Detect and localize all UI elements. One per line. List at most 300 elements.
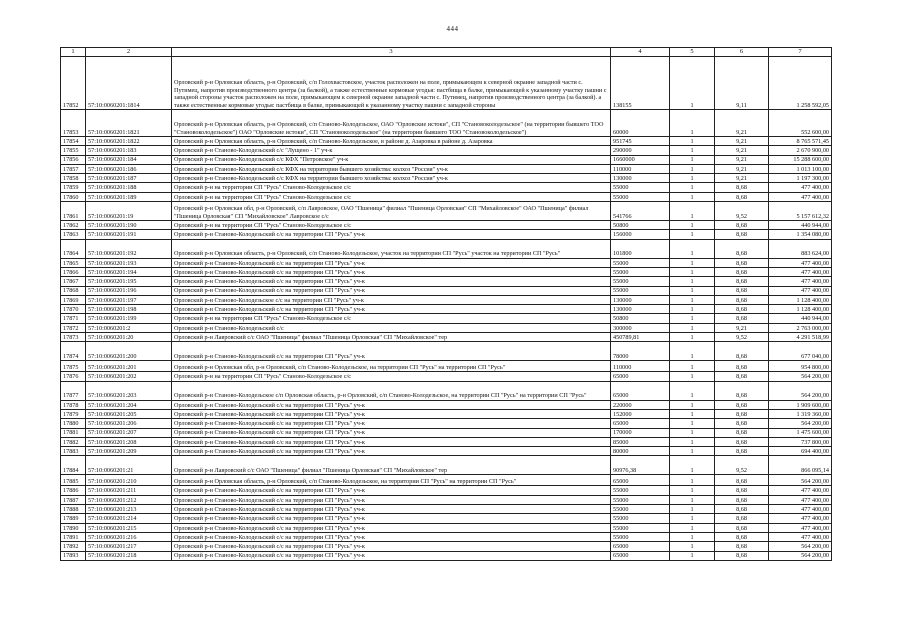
table-row — [61, 221, 832, 230]
cadastral-value-cell: 564 200,00 — [769, 419, 832, 428]
area-cell: 951745 — [611, 137, 670, 146]
rate-cell: 8,68 — [715, 372, 769, 381]
cadastral-value-cell: 883 624,00 — [769, 239, 832, 258]
location-description-cell: Орловский р-н Станово-Колодезьский с/с на территории СП "Русь" уч-к — [172, 409, 611, 418]
cadastral-value-cell: 564 200,00 — [769, 542, 832, 551]
cadastral-value-cell: 477 400,00 — [769, 514, 832, 523]
rate-cell: 8,68 — [715, 192, 769, 201]
table-row — [61, 258, 832, 267]
count-cell: 1 — [670, 495, 715, 504]
table-row — [61, 57, 832, 110]
location-description-cell: Орловский р-н Станово-Колодезьский с/с на территории СП "Русь" уч-к — [172, 267, 611, 276]
cadastral-value-cell: 954 800,00 — [769, 361, 832, 372]
cadastral-number-cell: 57:10:0060201:21 — [86, 456, 172, 475]
rate-cell: 8,68 — [715, 267, 769, 276]
location-description-cell: Орловский р-н Станово-Колодезьский с/с — [172, 323, 611, 332]
cadastral-value-cell: 1 319 360,00 — [769, 409, 832, 418]
row-number-cell: 17862 — [61, 221, 86, 230]
count-cell: 1 — [670, 174, 715, 183]
cadastral-number-cell: 57:10:0060201:197 — [86, 295, 172, 304]
rate-cell: 8,68 — [715, 532, 769, 541]
area-cell: 55000 — [611, 514, 670, 523]
location-description-cell: Орловский р-н Орловская обл, р-н Орловский, с/п Станово-Колодезьское, на территории СП "Русь" на территории СП "Русь" — [172, 361, 611, 372]
location-description-cell: Орловский р-н Станово-Колодезьский с/с на территории СП "Русь" уч-к — [172, 286, 611, 295]
area-cell: 130000 — [611, 295, 670, 304]
page-number: 444 — [446, 25, 459, 33]
table-row — [61, 239, 832, 258]
row-number-cell: 17881 — [61, 428, 86, 437]
count-cell: 1 — [670, 419, 715, 428]
rate-cell: 8,68 — [715, 475, 769, 486]
rate-cell: 8,68 — [715, 400, 769, 409]
cadastral-value-cell: 477 400,00 — [769, 183, 832, 192]
table-row — [61, 333, 832, 342]
count-cell: 1 — [670, 221, 715, 230]
rate-cell: 9,21 — [715, 146, 769, 155]
cadastral-number-cell: 57:10:0060201:214 — [86, 514, 172, 523]
location-description-cell: Орловский р-н Орловская область, р-н Орловский, с/п Голохвастовское, участок расположен на поле, примыкающем к северной окраине западной части с. Путимец, напротив производственного центра (за балкой), а также естественные кормовые угодья: пастбища в балке, примыкающей к указанному участку пашни с западной стороны участок расположен на поле, примыкающем к северной окраине западной части с. Путимец, напротив производственного центра (за балкой). а также естественные кормовые угодья: пастбища в балке, примыкающей к указанному участку пашни с западной стороны — [172, 57, 611, 110]
cadastral-number-cell: 57:10:0060201:2 — [86, 323, 172, 332]
cadastral-number-cell: 57:10:0060201:190 — [86, 221, 172, 230]
location-description-cell: Орловский р-н Лавровский с/с ОАО "Пшеница" филиал "Пшеница Орловская" СП "Михайловское" тер — [172, 333, 611, 342]
row-number-cell: 17861 — [61, 202, 86, 221]
rate-cell: 9,21 — [715, 323, 769, 332]
rate-cell: 8,68 — [715, 295, 769, 304]
row-number-cell: 17855 — [61, 146, 86, 155]
rate-cell: 8,68 — [715, 305, 769, 314]
location-description-cell: Орловский р-н Орловская область, р-н Орловский, с/п Станово-Колодезьское, на территории СП "Русь" на территории СП "Русь" — [172, 475, 611, 486]
count-cell: 1 — [670, 437, 715, 446]
location-description-cell: Орловский р-н Лавровский с/с ОАО "Пшеница" филиал "Пшеница Орловская" СП "Михайловское" тер — [172, 456, 611, 475]
table-row — [61, 314, 832, 323]
table-row — [61, 542, 832, 551]
area-cell: 55000 — [611, 532, 670, 541]
count-cell: 1 — [670, 361, 715, 372]
count-cell: 1 — [670, 239, 715, 258]
row-number-cell: 17852 — [61, 57, 86, 110]
area-cell: 65000 — [611, 381, 670, 400]
cadastral-number-cell: 57:10:0060201:196 — [86, 286, 172, 295]
table-row — [61, 514, 832, 523]
rate-cell: 8,68 — [715, 505, 769, 514]
area-cell: 65000 — [611, 372, 670, 381]
row-number-cell: 17874 — [61, 342, 86, 361]
rate-cell: 8,68 — [715, 447, 769, 456]
cadastral-number-cell: 57:10:0060201:209 — [86, 447, 172, 456]
table-row — [61, 110, 832, 137]
count-cell: 1 — [670, 428, 715, 437]
location-description-cell: Орловский р-н Станово-Колодезьский с/с на территории СП "Русь" уч-к — [172, 305, 611, 314]
count-cell: 1 — [670, 155, 715, 164]
table-row — [61, 164, 832, 173]
column-header-4: 4 — [611, 48, 670, 57]
area-cell: 300000 — [611, 323, 670, 332]
row-number-cell: 17893 — [61, 551, 86, 560]
cadastral-number-cell: 57:10:0060201:191 — [86, 230, 172, 239]
area-cell: 90976,38 — [611, 456, 670, 475]
rate-cell: 9,52 — [715, 333, 769, 342]
location-description-cell: Орловский р-н Станово-Колодезьский с/с на территории СП "Русь" уч-к — [172, 437, 611, 446]
row-number-cell: 17890 — [61, 523, 86, 532]
area-cell: 101800 — [611, 239, 670, 258]
cadastral-value-cell: 1 128 400,00 — [769, 305, 832, 314]
cadastral-number-cell: 57:10:0060201:205 — [86, 409, 172, 418]
count-cell: 1 — [670, 183, 715, 192]
cadastral-value-cell: 1 258 592,05 — [769, 57, 832, 110]
location-description-cell: Орловский р-н Станово-Колодезьский с/с КФХ "Петровское" уч-к — [172, 155, 611, 164]
area-cell: 220000 — [611, 400, 670, 409]
cadastral-number-cell: 57:10:0060201:186 — [86, 164, 172, 173]
row-number-cell: 17877 — [61, 381, 86, 400]
count-cell: 1 — [670, 532, 715, 541]
count-cell: 1 — [670, 475, 715, 486]
cadastral-number-cell: 57:10:0060201:211 — [86, 486, 172, 495]
location-description-cell: Орловский р-н Орловская область, р-н Орловский, с/п Станово-Колодезьское, участок на территории СП "Русь" участок на территории СП "Русь" — [172, 239, 611, 258]
area-cell: 55000 — [611, 192, 670, 201]
row-number-cell: 17857 — [61, 164, 86, 173]
cadastral-value-cell: 477 400,00 — [769, 267, 832, 276]
cadastral-value-cell: 8 765 571,45 — [769, 137, 832, 146]
cadastral-value-cell: 1 128 400,00 — [769, 295, 832, 304]
cadastral-value-cell: 2 763 000,00 — [769, 323, 832, 332]
cadastral-number-cell: 57:10:0060201:217 — [86, 542, 172, 551]
row-number-cell: 17867 — [61, 277, 86, 286]
area-cell: 130000 — [611, 174, 670, 183]
cadastral-number-cell: 57:10:0060201:206 — [86, 419, 172, 428]
cadastral-value-cell: 15 288 600,00 — [769, 155, 832, 164]
row-number-cell: 17856 — [61, 155, 86, 164]
rate-cell: 8,68 — [715, 183, 769, 192]
area-cell: 65000 — [611, 551, 670, 560]
column-header-1: 1 — [61, 48, 86, 57]
location-description-cell: Орловский р-н Станово-Колодезьский с/с на территории СП "Русь" уч-к — [172, 342, 611, 361]
area-cell: 450789,81 — [611, 333, 670, 342]
area-cell: 138155 — [611, 57, 670, 110]
cadastral-value-cell: 477 400,00 — [769, 532, 832, 541]
rate-cell: 8,68 — [715, 286, 769, 295]
cadastral-value-cell: 477 400,00 — [769, 505, 832, 514]
column-header-6: 6 — [715, 48, 769, 57]
cadastral-value-cell: 477 400,00 — [769, 258, 832, 267]
area-cell: 55000 — [611, 267, 670, 276]
location-description-cell: Орловский р-н Станово-Колодезьский с/с на территории СП "Русь" уч-к — [172, 523, 611, 532]
rate-cell: 9,21 — [715, 155, 769, 164]
count-cell: 1 — [670, 505, 715, 514]
count-cell: 1 — [670, 295, 715, 304]
cadastral-number-cell: 57:10:0060201:201 — [86, 361, 172, 372]
cadastral-number-cell: 57:10:0060201:19 — [86, 202, 172, 221]
rate-cell: 9,21 — [715, 164, 769, 173]
row-number-cell: 17858 — [61, 174, 86, 183]
rate-cell: 8,68 — [715, 342, 769, 361]
cadastral-value-cell: 5 157 612,32 — [769, 202, 832, 221]
rate-cell: 8,68 — [715, 409, 769, 418]
count-cell: 1 — [670, 400, 715, 409]
cadastral-number-cell: 57:10:0060201:188 — [86, 183, 172, 192]
cadastral-number-cell: 57:10:0060201:195 — [86, 277, 172, 286]
cadastral-value-cell: 477 400,00 — [769, 523, 832, 532]
rate-cell: 8,68 — [715, 314, 769, 323]
area-cell: 55000 — [611, 495, 670, 504]
cadastral-number-cell: 57:10:0060201:202 — [86, 372, 172, 381]
rate-cell: 9,52 — [715, 456, 769, 475]
location-description-cell: Орловский р-н Станово-Колодезьский с/с КФХ на территории бывшего хозяйства: колхоз "Россия" уч-к — [172, 164, 611, 173]
row-number-cell: 17859 — [61, 183, 86, 192]
rate-cell: 8,68 — [715, 542, 769, 551]
table-row — [61, 137, 832, 146]
location-description-cell: Орловский р-н на территории СП "Русь" Станово-Колодезьское с/с — [172, 192, 611, 201]
table-row — [61, 437, 832, 446]
count-cell: 1 — [670, 486, 715, 495]
count-cell: 1 — [670, 542, 715, 551]
location-description-cell: Орловский р-н Станово-Колодезьский с/с "Лущено - 1" уч-к — [172, 146, 611, 155]
area-cell: 60000 — [611, 110, 670, 137]
count-cell: 1 — [670, 342, 715, 361]
cadastral-number-cell: 57:10:0060201:187 — [86, 174, 172, 183]
cadastral-number-cell: 57:10:0060201:1821 — [86, 110, 172, 137]
cadastral-number-cell: 57:10:0060201:213 — [86, 505, 172, 514]
rate-cell: 8,68 — [715, 428, 769, 437]
count-cell: 1 — [670, 110, 715, 137]
row-number-cell: 17879 — [61, 409, 86, 418]
row-number-cell: 17853 — [61, 110, 86, 137]
area-cell: 55000 — [611, 505, 670, 514]
table-row — [61, 361, 832, 372]
area-cell: 55000 — [611, 258, 670, 267]
cadastral-number-cell: 57:10:0060201:210 — [86, 475, 172, 486]
location-description-cell: Орловский р-н Станово-Колодезьский с/с на территории СП "Русь" уч-к — [172, 428, 611, 437]
row-number-cell: 17886 — [61, 486, 86, 495]
count-cell: 1 — [670, 267, 715, 276]
row-number-cell: 17882 — [61, 437, 86, 446]
area-cell: 541766 — [611, 202, 670, 221]
area-cell: 110000 — [611, 361, 670, 372]
cadastral-value-cell: 564 200,00 — [769, 381, 832, 400]
cadastral-value-cell: 552 600,00 — [769, 110, 832, 137]
row-number-cell: 17878 — [61, 400, 86, 409]
location-description-cell: Орловский р-н Орловская область, р-н Орловский, с/п Станово-Колодезьское, в районе д. Азаровка в районе д. Азаровка — [172, 137, 611, 146]
rate-cell: 9,21 — [715, 174, 769, 183]
table-row — [61, 409, 832, 418]
cadastral-number-cell: 57:10:0060201:193 — [86, 258, 172, 267]
location-description-cell: Орловский р-н на территории СП "Русь" Станово-Колодезьское с/с — [172, 314, 611, 323]
cadastral-value-cell: 694 400,00 — [769, 447, 832, 456]
cadastral-number-cell: 57:10:0060201:198 — [86, 305, 172, 314]
count-cell: 1 — [670, 409, 715, 418]
location-description-cell: Орловский р-н Станово-Колодезьский с/с на территории СП "Русь" уч-к — [172, 551, 611, 560]
cadastral-value-cell: 477 400,00 — [769, 277, 832, 286]
cadastral-value-cell: 4 291 518,99 — [769, 333, 832, 342]
table-row — [61, 428, 832, 437]
table-row — [61, 447, 832, 456]
cadastral-number-cell: 57:10:0060201:212 — [86, 495, 172, 504]
column-header-5: 5 — [670, 48, 715, 57]
table-row — [61, 419, 832, 428]
count-cell: 1 — [670, 164, 715, 173]
count-cell: 1 — [670, 277, 715, 286]
rate-cell: 8,68 — [715, 419, 769, 428]
cadastral-number-cell: 57:10:0060201:184 — [86, 155, 172, 164]
row-number-cell: 17883 — [61, 447, 86, 456]
table-row — [61, 174, 832, 183]
row-number-cell: 17876 — [61, 372, 86, 381]
cadastral-number-cell: 57:10:0060201:208 — [86, 437, 172, 446]
rate-cell: 8,68 — [715, 495, 769, 504]
location-description-cell: Орловский р-н Станово-Колодезьский с/с на территории СП "Русь" уч-к — [172, 514, 611, 523]
row-number-cell: 17863 — [61, 230, 86, 239]
cadastral-value-cell: 737 800,00 — [769, 437, 832, 446]
location-description-cell: Орловский р-н Станово-Колодезьский с/с на территории СП "Русь" уч-к — [172, 495, 611, 504]
count-cell: 1 — [670, 202, 715, 221]
cadastral-value-cell: 564 200,00 — [769, 372, 832, 381]
rate-cell: 8,68 — [715, 239, 769, 258]
table-row — [61, 456, 832, 475]
table-row — [61, 146, 832, 155]
location-description-cell: Орловский р-н на территории СП "Русь" Станово-Колодезьское с/с — [172, 372, 611, 381]
location-description-cell: Орловский р-н Станово-Колодезьский с/с на территории СП "Русь" уч-к — [172, 419, 611, 428]
area-cell: 290000 — [611, 146, 670, 155]
land-registry-table — [60, 47, 832, 561]
count-cell: 1 — [670, 372, 715, 381]
area-cell: 130000 — [611, 305, 670, 314]
row-number-cell: 17860 — [61, 192, 86, 201]
row-number-cell: 17866 — [61, 267, 86, 276]
table-row — [61, 495, 832, 504]
area-cell: 65000 — [611, 542, 670, 551]
location-description-cell: Орловский р-н Станово-Колодезьский с/с на территории СП "Русь" уч-к — [172, 542, 611, 551]
table-row — [61, 277, 832, 286]
area-cell: 55000 — [611, 183, 670, 192]
location-description-cell: Орловский р-н Станово-Колодезьское с/п Орловская область, р-н Орловский, с/п Станово-Колодезьское, на территории СП "Русь" на территории СП "Русь" — [172, 381, 611, 400]
cadastral-number-cell: 57:10:0060201:183 — [86, 146, 172, 155]
count-cell: 1 — [670, 314, 715, 323]
table-row — [61, 523, 832, 532]
count-cell: 1 — [670, 447, 715, 456]
cadastral-number-cell: 57:10:0060201:218 — [86, 551, 172, 560]
cadastral-number-cell: 57:10:0060201:200 — [86, 342, 172, 361]
location-description-cell: Орловский р-н Станово-Колодезьский с/с на территории СП "Русь" уч-к — [172, 400, 611, 409]
location-description-cell: Орловский р-н Станово-Колодезьский с/с КФХ на территории бывшего хозяйства: колхоз "Россия" уч-к — [172, 174, 611, 183]
table-row — [61, 305, 832, 314]
count-cell: 1 — [670, 514, 715, 523]
row-number-cell: 17864 — [61, 239, 86, 258]
area-cell: 55000 — [611, 277, 670, 286]
cadastral-value-cell: 1 475 600,00 — [769, 428, 832, 437]
cadastral-value-cell: 1 197 300,00 — [769, 174, 832, 183]
cadastral-number-cell: 57:10:0060201:1822 — [86, 137, 172, 146]
table-row — [61, 342, 832, 361]
row-number-cell: 17865 — [61, 258, 86, 267]
count-cell: 1 — [670, 456, 715, 475]
row-number-cell: 17892 — [61, 542, 86, 551]
area-cell: 78000 — [611, 342, 670, 361]
location-description-cell: Орловский р-н Станово-Колодезьский с/с на территории СП "Русь" уч-к — [172, 486, 611, 495]
location-description-cell: Орловский р-н Станово-Колодезьский с/с на территории СП "Русь" уч-к — [172, 505, 611, 514]
rate-cell: 8,68 — [715, 361, 769, 372]
cadastral-value-cell: 440 944,00 — [769, 221, 832, 230]
count-cell: 1 — [670, 230, 715, 239]
cadastral-value-cell: 866 095,14 — [769, 456, 832, 475]
count-cell: 1 — [670, 258, 715, 267]
count-cell: 1 — [670, 286, 715, 295]
count-cell: 1 — [670, 333, 715, 342]
location-description-cell: Орловский р-н Орловская область, р-н Орловский, с/п Станово-Колодезьское, ОАО "Орловские истоки", СП "Становоколодезьское" (на территории бывшего ТОО "Становоколодезьское") ОАО "Орловские истоки", СП "Становоколодезьское" (на территории бывшего ТОО "Становоколодезьское") — [172, 110, 611, 137]
cadastral-number-cell: 57:10:0060201:194 — [86, 267, 172, 276]
cadastral-value-cell: 477 400,00 — [769, 486, 832, 495]
rate-cell: 9,11 — [715, 57, 769, 110]
table-row — [61, 202, 832, 221]
cadastral-number-cell: 57:10:0060201:199 — [86, 314, 172, 323]
table-row — [61, 486, 832, 495]
rate-cell: 8,68 — [715, 221, 769, 230]
cadastral-value-cell: 440 944,00 — [769, 314, 832, 323]
cadastral-number-cell: 57:10:0060201:192 — [86, 239, 172, 258]
location-description-cell: Орловский р-н на территории СП "Русь" Станово-Колодезьское с/с — [172, 183, 611, 192]
location-description-cell: Орловский р-н на территории СП "Русь" Станово-Колодезьское с/с — [172, 221, 611, 230]
rate-cell: 9,52 — [715, 202, 769, 221]
cadastral-number-cell: 57:10:0060201:216 — [86, 532, 172, 541]
rate-cell: 8,68 — [715, 523, 769, 532]
area-cell: 50800 — [611, 314, 670, 323]
area-cell: 55000 — [611, 486, 670, 495]
area-cell: 152000 — [611, 409, 670, 418]
table-row — [61, 230, 832, 239]
row-number-cell: 17880 — [61, 419, 86, 428]
count-cell: 1 — [670, 305, 715, 314]
area-cell: 1660000 — [611, 155, 670, 164]
cadastral-value-cell: 477 400,00 — [769, 192, 832, 201]
row-number-cell: 17871 — [61, 314, 86, 323]
table-row — [61, 551, 832, 560]
row-number-cell: 17869 — [61, 295, 86, 304]
location-description-cell: Орловский р-н Станово-Колодезьский с/с на территории СП "Русь" уч-к — [172, 532, 611, 541]
area-cell: 55000 — [611, 523, 670, 532]
count-cell: 1 — [670, 323, 715, 332]
count-cell: 1 — [670, 381, 715, 400]
cadastral-value-cell: 2 670 900,00 — [769, 146, 832, 155]
area-cell: 110000 — [611, 164, 670, 173]
row-number-cell: 17885 — [61, 475, 86, 486]
cadastral-number-cell: 57:10:0060201:20 — [86, 333, 172, 342]
table-row — [61, 532, 832, 541]
table-row — [61, 267, 832, 276]
rate-cell: 9,21 — [715, 137, 769, 146]
column-header-7: 7 — [769, 48, 832, 57]
cadastral-number-cell: 57:10:0060201:203 — [86, 381, 172, 400]
table-row — [61, 155, 832, 164]
count-cell: 1 — [670, 523, 715, 532]
cadastral-value-cell: 1 013 100,00 — [769, 164, 832, 173]
rate-cell: 8,68 — [715, 230, 769, 239]
column-number-row — [61, 48, 832, 57]
count-cell: 1 — [670, 137, 715, 146]
table-row — [61, 323, 832, 332]
count-cell: 1 — [670, 192, 715, 201]
area-cell: 80000 — [611, 447, 670, 456]
rate-cell: 8,68 — [715, 277, 769, 286]
area-cell: 50800 — [611, 221, 670, 230]
rate-cell: 8,68 — [715, 514, 769, 523]
row-number-cell: 17872 — [61, 323, 86, 332]
row-number-cell: 17873 — [61, 333, 86, 342]
area-cell: 156000 — [611, 230, 670, 239]
table-row — [61, 381, 832, 400]
cadastral-number-cell: 57:10:0060201:215 — [86, 523, 172, 532]
cadastral-value-cell: 677 040,00 — [769, 342, 832, 361]
table-row — [61, 286, 832, 295]
cadastral-number-cell: 57:10:0060201:207 — [86, 428, 172, 437]
area-cell: 85000 — [611, 437, 670, 446]
